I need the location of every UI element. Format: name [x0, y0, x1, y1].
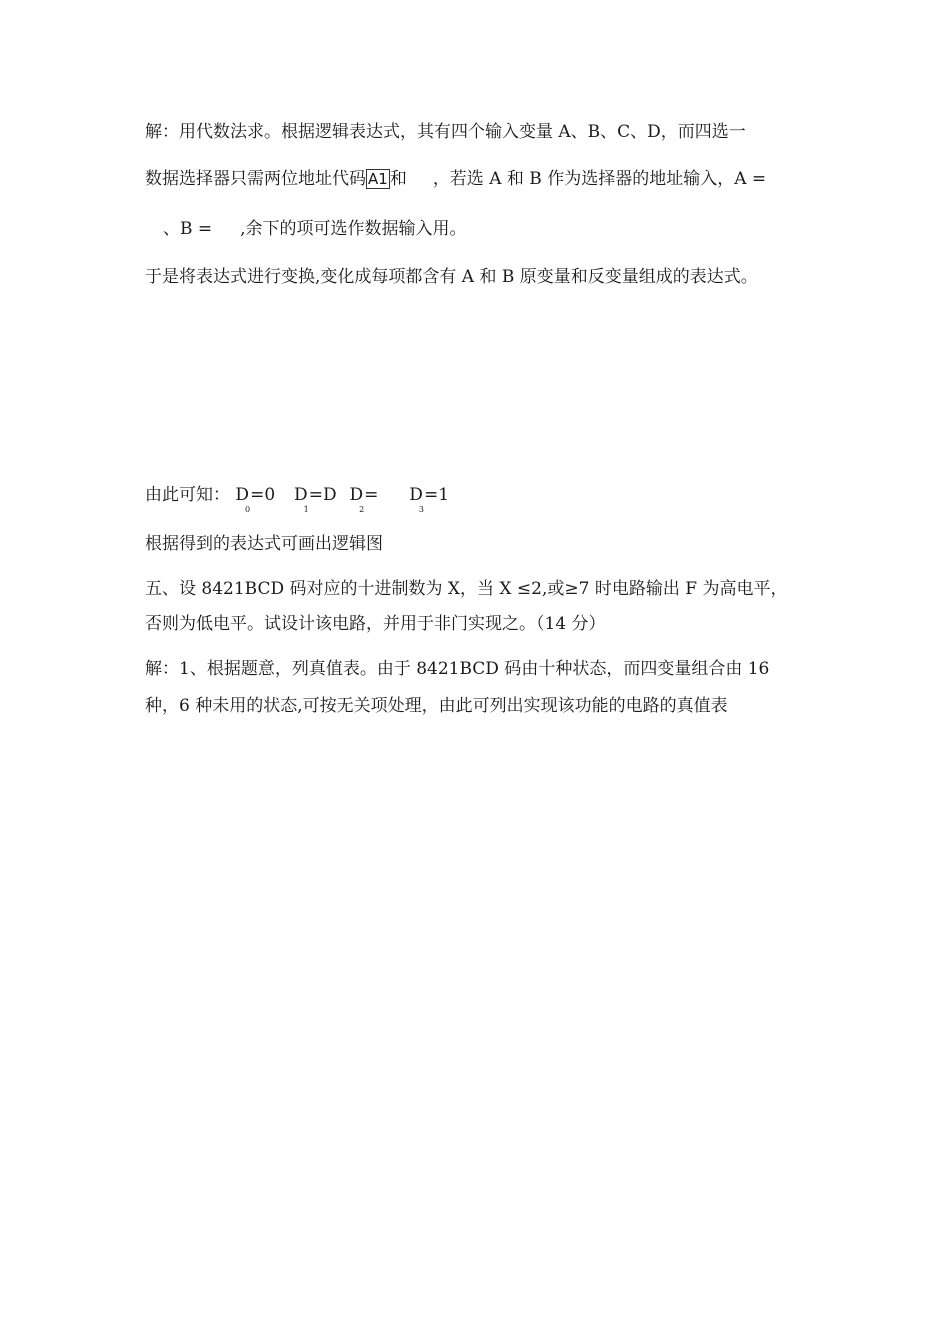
paragraph-1-line-2: [145, 168, 766, 190]
logic-diagram-line: 根据得到的表达式可画出逻辑图: [145, 534, 383, 554]
d1-term: $D_1=D$: [294, 485, 337, 514]
question-5-line-1: 五、设 8421BCD 码对应的十进制数为 X，当 X ≤2,或≥7 时电路输出 F 为高电平，: [145, 579, 788, 599]
line-2-text-a: 数据选择器只需两位地址代码: [145, 169, 366, 189]
line-3-text-a: 、B =: [163, 219, 213, 239]
solution-line-2: 种，6 种未用的状态,可按无关项处理，由此可列出实现该功能的电路的真值表: [145, 696, 728, 716]
d3-term: $D_3=1$: [409, 485, 450, 514]
d2-term: $D_2=$: [349, 485, 379, 514]
question-5-line-2: 否则为低电平。试设计该电路，并用于非门实现之。（14 分）: [145, 614, 606, 634]
d0-term: $D_0=0$: [235, 485, 276, 514]
line-2-text-c: ，若选 A 和 B 作为选择器的地址输入，A =: [432, 169, 767, 189]
line-3-text-b: ,余下的项可选作数据输入用。: [240, 219, 467, 239]
line-2-text-b: 和: [389, 169, 407, 189]
solution-line-1: 解：1、根据题意，列真值表。由于 8421BCD 码由十种状态，而四变量组合由 16: [145, 659, 770, 679]
paragraph-1-line-4: 于是将表达式进行变换,变化成每项都含有 A 和 B 原变量和反变量组成的表达式。: [145, 267, 758, 287]
result-line: [145, 484, 450, 514]
address-code-box: A1: [368, 170, 388, 188]
paragraph-1-line-3: [163, 218, 467, 240]
paragraph-1-line-1: 解：用代数法求。根据逻辑表达式，其有四个输入变量 A、B、C、D，而四选一: [145, 122, 746, 142]
result-prefix: 由此可知：: [145, 485, 230, 505]
